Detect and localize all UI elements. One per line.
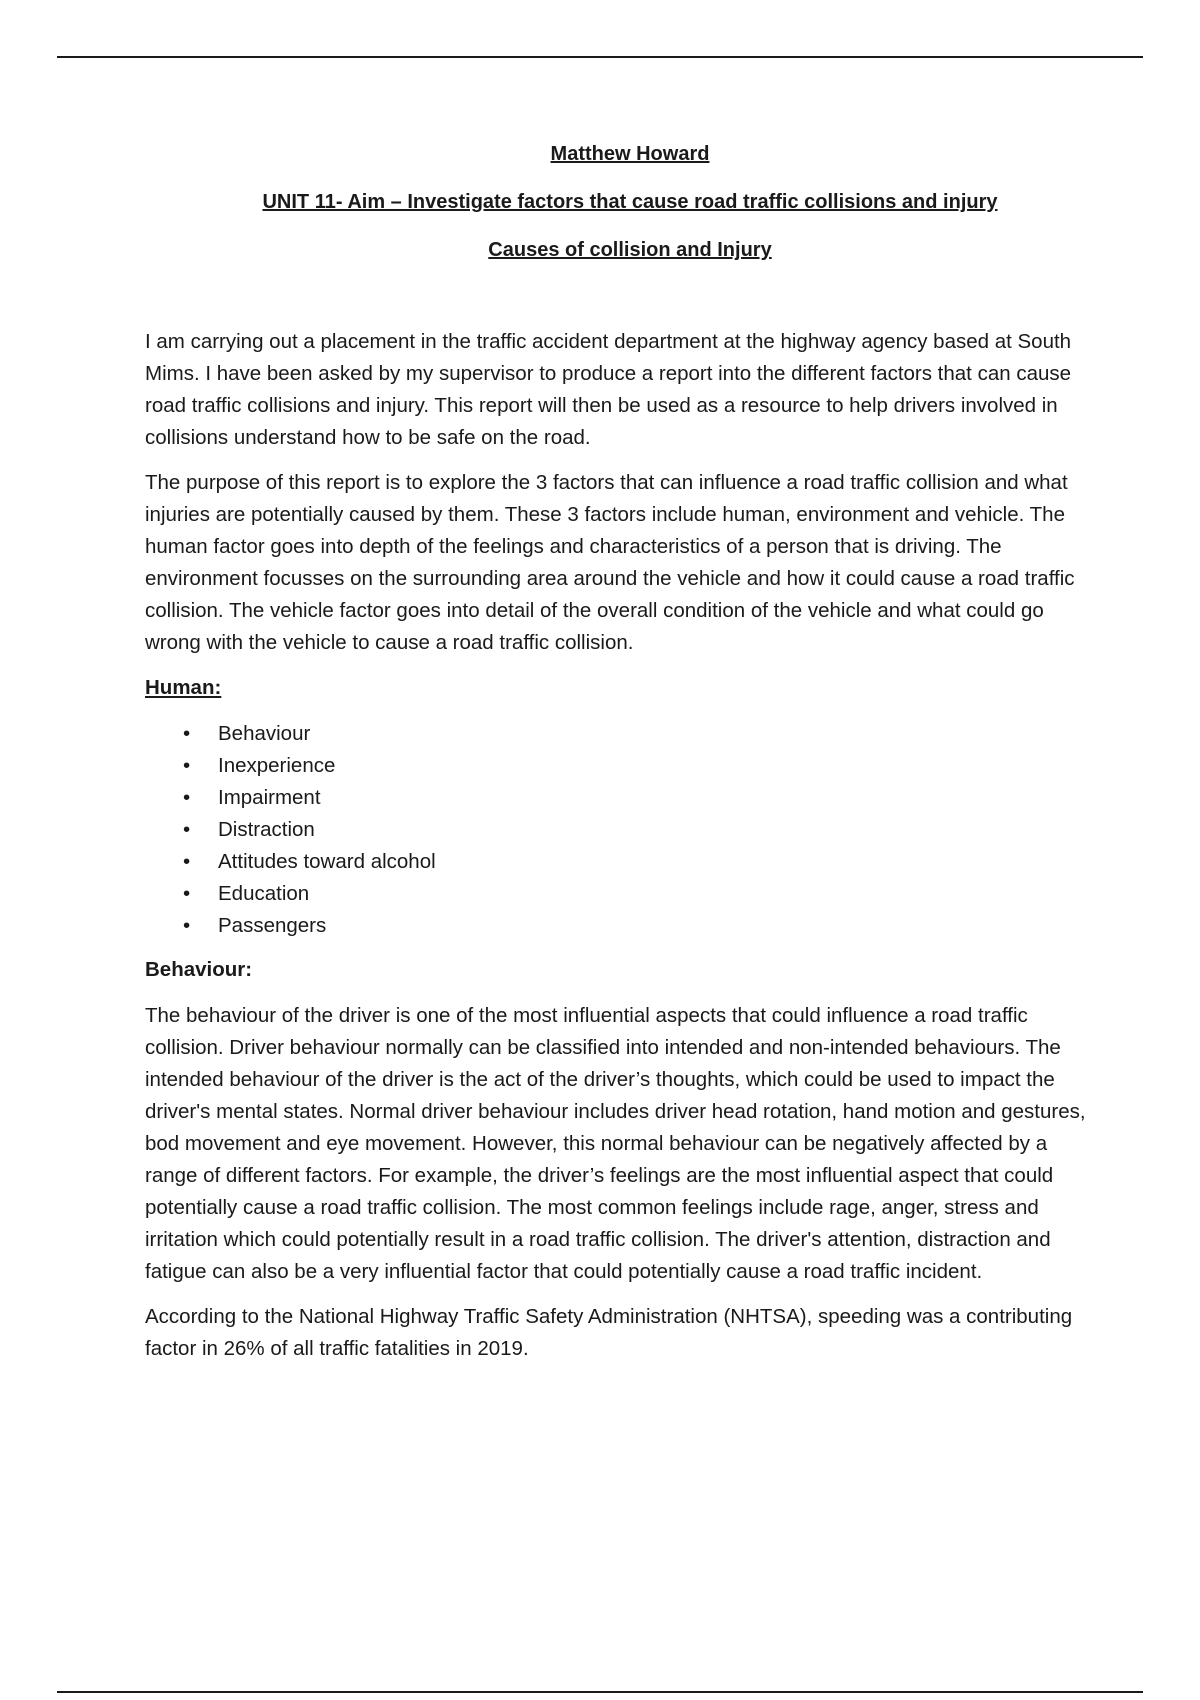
list-item-label: Impairment <box>218 786 321 809</box>
list-item <box>145 910 1090 942</box>
intro-paragraph-1: I am carrying out a placement in the traffic accident department at the highway agency based at South Mims. I have been asked by my supervisor to produce a report into the different factors that can cause road traffic collisions and injury. This report will then be used as a resource to help drivers involved in collisions understand how to be safe on the road. <box>145 330 1072 449</box>
bullet-icon: • <box>183 850 191 873</box>
behaviour-paragraph-2: According to the National Highway Traffic Safety Administration (NHTSA), speeding was a contributing factor in 26% of all traffic fatalities in 2019. <box>145 1305 1073 1360</box>
list-item-label: Inexperience <box>218 754 336 777</box>
list-item-label: Distraction <box>218 818 315 841</box>
bullet-icon: • <box>183 786 191 809</box>
document-subtitle: Causes of collision and Injury <box>488 239 772 261</box>
list-item <box>145 814 1090 846</box>
human-factors-list <box>145 718 1090 942</box>
intro-paragraph-2: The purpose of this report is to explore the 3 factors that can influence a road traffic collision and what injuries are potentially caused by them. These 3 factors include human, environment and vehicle. The human factor goes into depth of the feelings and characteristics of a person that is driving. The environment focusses on the surrounding area around the vehicle and how it could cause a road traffic collision. The vehicle factor goes into detail of the overall condition of the vehicle and what could go wrong with the vehicle to cause a road traffic collision. <box>145 471 1075 654</box>
document-body <box>145 140 1090 1378</box>
bullet-icon: • <box>183 722 191 745</box>
header-rule <box>57 56 1143 58</box>
footer-rule <box>57 1691 1143 1693</box>
human-heading: Human: <box>145 676 222 699</box>
list-item <box>145 878 1090 910</box>
unit-title: UNIT 11- Aim – Investigate factors that cause road traffic collisions and injury <box>262 191 998 213</box>
author-name: Matthew Howard <box>550 143 710 165</box>
behaviour-paragraph-1: The behaviour of the driver is one of the most influential aspects that could influence a road traffic collision. Driver behaviour normally can be classified into intended and non-intended behaviours. The intended behaviour of the driver is the act of the driver’s thoughts, which could be used to impact the driver's mental states. Normal driver behaviour includes driver head rotation, hand motion and gestures, bod movement and eye movement. However, this normal behaviour can be negatively affected by a range of different factors. For example, the driver’s feelings are the most influential aspect that could potentially cause a road traffic collision. The most common feelings include rage, anger, stress and irritation which could potentially result in a road traffic collision. The driver's attention, distraction and fatigue can also be a very influential factor that could potentially cause a road traffic incident. <box>145 1004 1086 1283</box>
bullet-icon: • <box>183 882 191 905</box>
list-item <box>145 750 1090 782</box>
bullet-icon: • <box>183 818 191 841</box>
list-item-label: Attitudes toward alcohol <box>218 850 436 873</box>
list-item-label: Passengers <box>218 914 327 937</box>
list-item <box>145 718 1090 750</box>
list-item <box>145 782 1090 814</box>
behaviour-heading: Behaviour: <box>145 958 253 981</box>
list-item-label: Behaviour <box>218 722 311 745</box>
bullet-icon: • <box>183 914 191 937</box>
bullet-icon: • <box>183 754 191 777</box>
list-item <box>145 846 1090 878</box>
list-item-label: Education <box>218 882 310 905</box>
